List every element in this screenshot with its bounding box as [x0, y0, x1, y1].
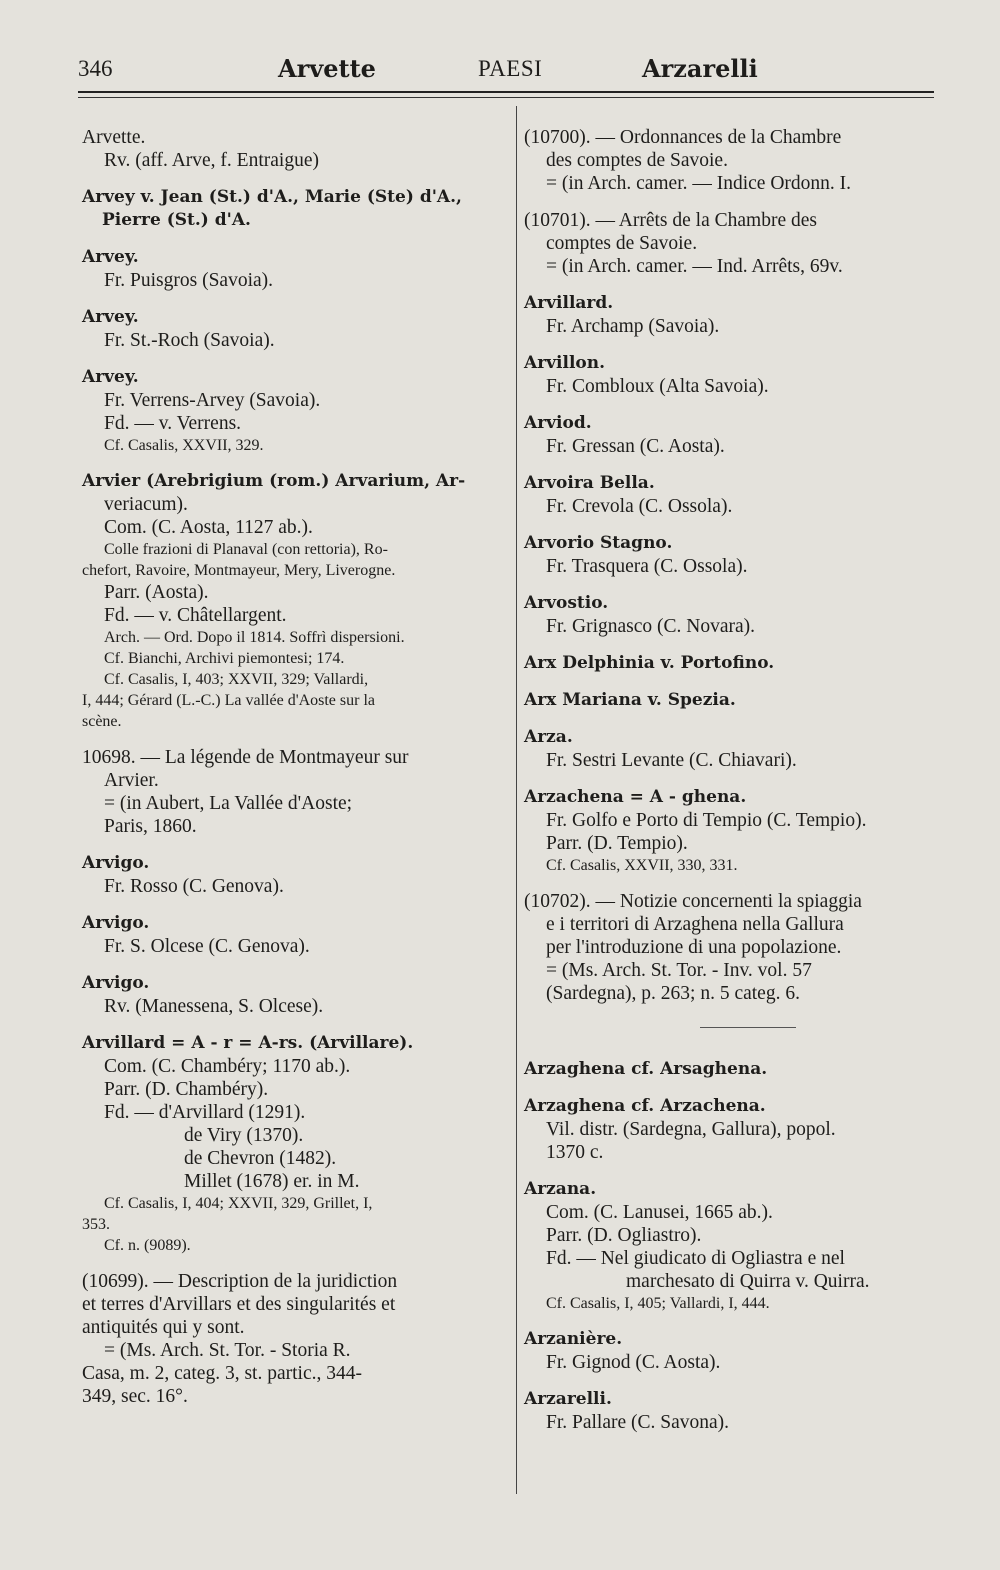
dictionary-entry [524, 689, 944, 712]
entry-headword: Arvigo. [82, 913, 150, 933]
dictionary-entry [82, 186, 506, 232]
entry-headword: Arvier (Arebrigium (rom.) Arvarium, Ar- [82, 471, 466, 491]
entry-line: Millet (1678) er. in M. [184, 1171, 360, 1192]
dictionary-entry [82, 1270, 506, 1408]
entry-line: Cf. Bianchi, Archivi piemontesi; 174. [104, 650, 345, 667]
entry-line: Fd. — v. Châtellargent. [104, 605, 287, 626]
entry-headword: Arx Delphinia v. Portofino. [524, 653, 775, 673]
entry-line: Vil. distr. (Sardegna, Gallura), popol. [546, 1119, 836, 1140]
entry-line: Cf. Casalis, XXVII, 329. [104, 437, 264, 454]
entry-headword: Arvey. [82, 307, 139, 327]
dictionary-entry [524, 1388, 944, 1434]
dictionary-entry [82, 366, 506, 456]
entry-line: Fd. — Nel giudicato di Ogliastra e nel [546, 1248, 845, 1269]
dictionary-entry [524, 209, 944, 278]
dictionary-entry [524, 472, 944, 518]
entry-headword: Arvillard = A - r = A-rs. (Arvillare). [82, 1033, 414, 1053]
dictionary-entry [82, 912, 506, 958]
entry-line: Arvier. [104, 770, 159, 791]
entry-line: I, 444; Gérard (L.-C.) La vallée d'Aoste sur la [82, 692, 375, 709]
entry-line: Com. (C. Aosta, 1127 ab.). [104, 517, 313, 538]
entry-line: marchesato di Quirra v. Quirra. [626, 1271, 870, 1292]
entry-line: Fd. — d'Arvillard (1291). [104, 1102, 306, 1123]
dictionary-entry [82, 972, 506, 1018]
entry-headword: Arvillon. [524, 353, 606, 373]
dictionary-entry [524, 726, 944, 772]
entry-line: 353. [82, 1216, 110, 1233]
dictionary-entry [524, 652, 944, 675]
dictionary-entry [524, 890, 944, 1005]
entry-line: Rv. (aff. Arve, f. Entraigue) [104, 150, 319, 171]
entry-line: Fd. — v. Verrens. [104, 413, 242, 434]
entry-headword: Arvillard. [524, 293, 614, 313]
entry-headword: Arzana. [524, 1179, 597, 1199]
entry-line: Com. (C. Chambéry; 1170 ab.). [104, 1056, 351, 1077]
entry-line: Fr. Gignod (C. Aosta). [546, 1352, 721, 1373]
header-rule-thick [78, 91, 934, 93]
entry-line: Fr. Verrens-Arvey (Savoia). [104, 390, 321, 411]
running-head-right: Arzarelli [642, 54, 758, 83]
left-column [82, 126, 506, 1422]
entry-line: Fr. Grignasco (C. Novara). [546, 616, 756, 637]
entry-headword: Arviod. [524, 413, 592, 433]
entry-line: veriacum). [104, 494, 188, 515]
dictionary-entry [524, 1328, 944, 1374]
dictionary-entry [524, 1178, 944, 1314]
entry-headword: Pierre (St.) d'A. [102, 210, 251, 230]
entry-line: (10700). — Ordonnances de la Chambre [524, 127, 842, 148]
entry-line: Cf. Casalis, I, 403; XXVII, 329; Vallardi, [104, 671, 369, 688]
entry-headword: Arvey v. Jean (St.) d'A., Marie (Ste) d'A., [82, 187, 462, 207]
dictionary-entry [82, 1032, 506, 1256]
entry-headword: Arzaghena cf. Arzachena. [524, 1096, 766, 1116]
entry-headword: Arvorio Stagno. [524, 533, 673, 553]
entry-line: Fr. St.-Roch (Savoia). [104, 330, 275, 351]
entry-line: Parr. (D. Chambéry). [104, 1079, 269, 1100]
entry-line: chefort, Ravoire, Montmayeur, Mery, Liverogne. [82, 562, 396, 579]
entry-line: Paris, 1860. [104, 816, 197, 837]
entry-line: (10701). — Arrêts de la Chambre des [524, 210, 817, 231]
entry-line: scène. [82, 713, 122, 730]
entry-line: = (in Aubert, La Vallée d'Aoste; [104, 793, 353, 814]
entry-line: des comptes de Savoie. [546, 150, 728, 171]
right-column [524, 126, 944, 1448]
entry-line: Fr. Combloux (Alta Savoia). [546, 376, 769, 397]
entry-headword: Arzachena = A - ghena. [524, 787, 747, 807]
entry-line: 1370 c. [546, 1142, 604, 1163]
entry-line: Parr. (Aosta). [104, 582, 209, 603]
entry-line: Fr. S. Olcese (C. Genova). [104, 936, 310, 957]
entry-line: Fr. Trasquera (C. Ossola). [546, 556, 748, 577]
entry-line: de Chevron (1482). [184, 1148, 337, 1169]
entry-line: Casa, m. 2, categ. 3, st. partic., 344- [82, 1363, 362, 1384]
dictionary-entry [524, 412, 944, 458]
dictionary-entry [82, 852, 506, 898]
entry-line: Parr. (D. Ogliastro). [546, 1225, 702, 1246]
entry-line: Cf. Casalis, XXVII, 330, 331. [546, 857, 738, 874]
entry-line: = (in Arch. camer. — Ind. Arrêts, 69v. [546, 256, 843, 277]
dictionary-entry [82, 246, 506, 292]
dictionary-entry [524, 786, 944, 876]
entry-headword: Arvigo. [82, 853, 150, 873]
dictionary-entry [524, 1058, 944, 1081]
header-rule-thin [78, 97, 934, 98]
entry-line: Parr. (D. Tempio). [546, 833, 688, 854]
dictionary-entry [524, 532, 944, 578]
dictionary-entry [82, 470, 506, 732]
entry-line: 349, sec. 16°. [82, 1386, 188, 1407]
entry-line: Cf. Casalis, I, 404; XXVII, 329, Grillet, I, [104, 1195, 373, 1212]
dictionary-entry [524, 352, 944, 398]
entry-line: Fr. Crevola (C. Ossola). [546, 496, 733, 517]
entry-headword: Arvigo. [82, 973, 150, 993]
entry-line: per l'introduzione di una popolazione. [546, 937, 842, 958]
entry-line: (Sardegna), p. 263; n. 5 categ. 6. [546, 983, 800, 1004]
entry-line: Fr. Archamp (Savoia). [546, 316, 720, 337]
section-separator [700, 1027, 796, 1028]
entry-line: Cf. Casalis, I, 405; Vallardi, I, 444. [546, 1295, 770, 1312]
dictionary-entry [524, 292, 944, 338]
entry-headword: Arzarelli. [524, 1389, 612, 1409]
entry-line: de Viry (1370). [184, 1125, 304, 1146]
entry-headword: Arzaghena cf. Arsaghena. [524, 1059, 768, 1079]
dictionary-entry [82, 306, 506, 352]
dictionary-entry [82, 126, 506, 172]
entry-line: Com. (C. Lanusei, 1665 ab.). [546, 1202, 773, 1223]
entry-line: = (Ms. Arch. St. Tor. - Storia R. [104, 1340, 351, 1361]
entry-line: 10698. — La légende de Montmayeur sur [82, 747, 409, 768]
dictionary-entry [82, 746, 506, 838]
dictionary-entry [524, 1095, 944, 1164]
entry-headword: Arvey. [82, 247, 139, 267]
entry-line: Fr. Pallare (C. Savona). [546, 1412, 730, 1433]
entry-headword: Arvey. [82, 367, 139, 387]
entry-line: Fr. Sestri Levante (C. Chiavari). [546, 750, 797, 771]
entry-line: e i territori di Arzaghena nella Gallura [546, 914, 844, 935]
running-head-left: Arvette [278, 54, 376, 83]
entry-line: comptes de Savoie. [546, 233, 698, 254]
dictionary-entry [524, 126, 944, 195]
entry-line: (10702). — Notizie concernenti la spiaggia [524, 891, 862, 912]
entry-line: antiquités qui y sont. [82, 1317, 245, 1338]
entry-headword: Arvoira Bella. [524, 473, 655, 493]
dictionary-entry [524, 592, 944, 638]
entry-line: Fr. Rosso (C. Genova). [104, 876, 284, 897]
entry-headword: Arvostio. [524, 593, 609, 613]
page-header [78, 56, 934, 90]
entry-line: = (in Arch. camer. — Indice Ordonn. I. [546, 173, 852, 194]
entry-line: Cf. n. (9089). [104, 1237, 191, 1254]
column-divider [516, 106, 517, 1494]
entry-line: Fr. Puisgros (Savoia). [104, 270, 274, 291]
entry-headword: Arvette. [82, 127, 146, 148]
entry-line: = (Ms. Arch. St. Tor. - Inv. vol. 57 [546, 960, 812, 981]
entry-headword: Arx Mariana v. Spezia. [524, 690, 736, 710]
entry-line: (10699). — Description de la juridiction [82, 1271, 398, 1292]
entry-line: Fr. Golfo e Porto di Tempio (C. Tempio). [546, 810, 867, 831]
running-head-center: PAESI [478, 56, 543, 81]
entry-line: Colle frazioni di Planaval (con rettoria), Ro- [104, 541, 388, 558]
entry-headword: Arza. [524, 727, 573, 747]
entry-headword: Arzanière. [524, 1329, 623, 1349]
entry-line: Fr. Gressan (C. Aosta). [546, 436, 725, 457]
entry-line: Rv. (Manessena, S. Olcese). [104, 996, 324, 1017]
page-number: 346 [78, 56, 113, 81]
entry-line: Arch. — Ord. Dopo il 1814. Soffrì dispersioni. [104, 629, 405, 646]
entry-line: et terres d'Arvillars et des singularités et [82, 1294, 396, 1315]
